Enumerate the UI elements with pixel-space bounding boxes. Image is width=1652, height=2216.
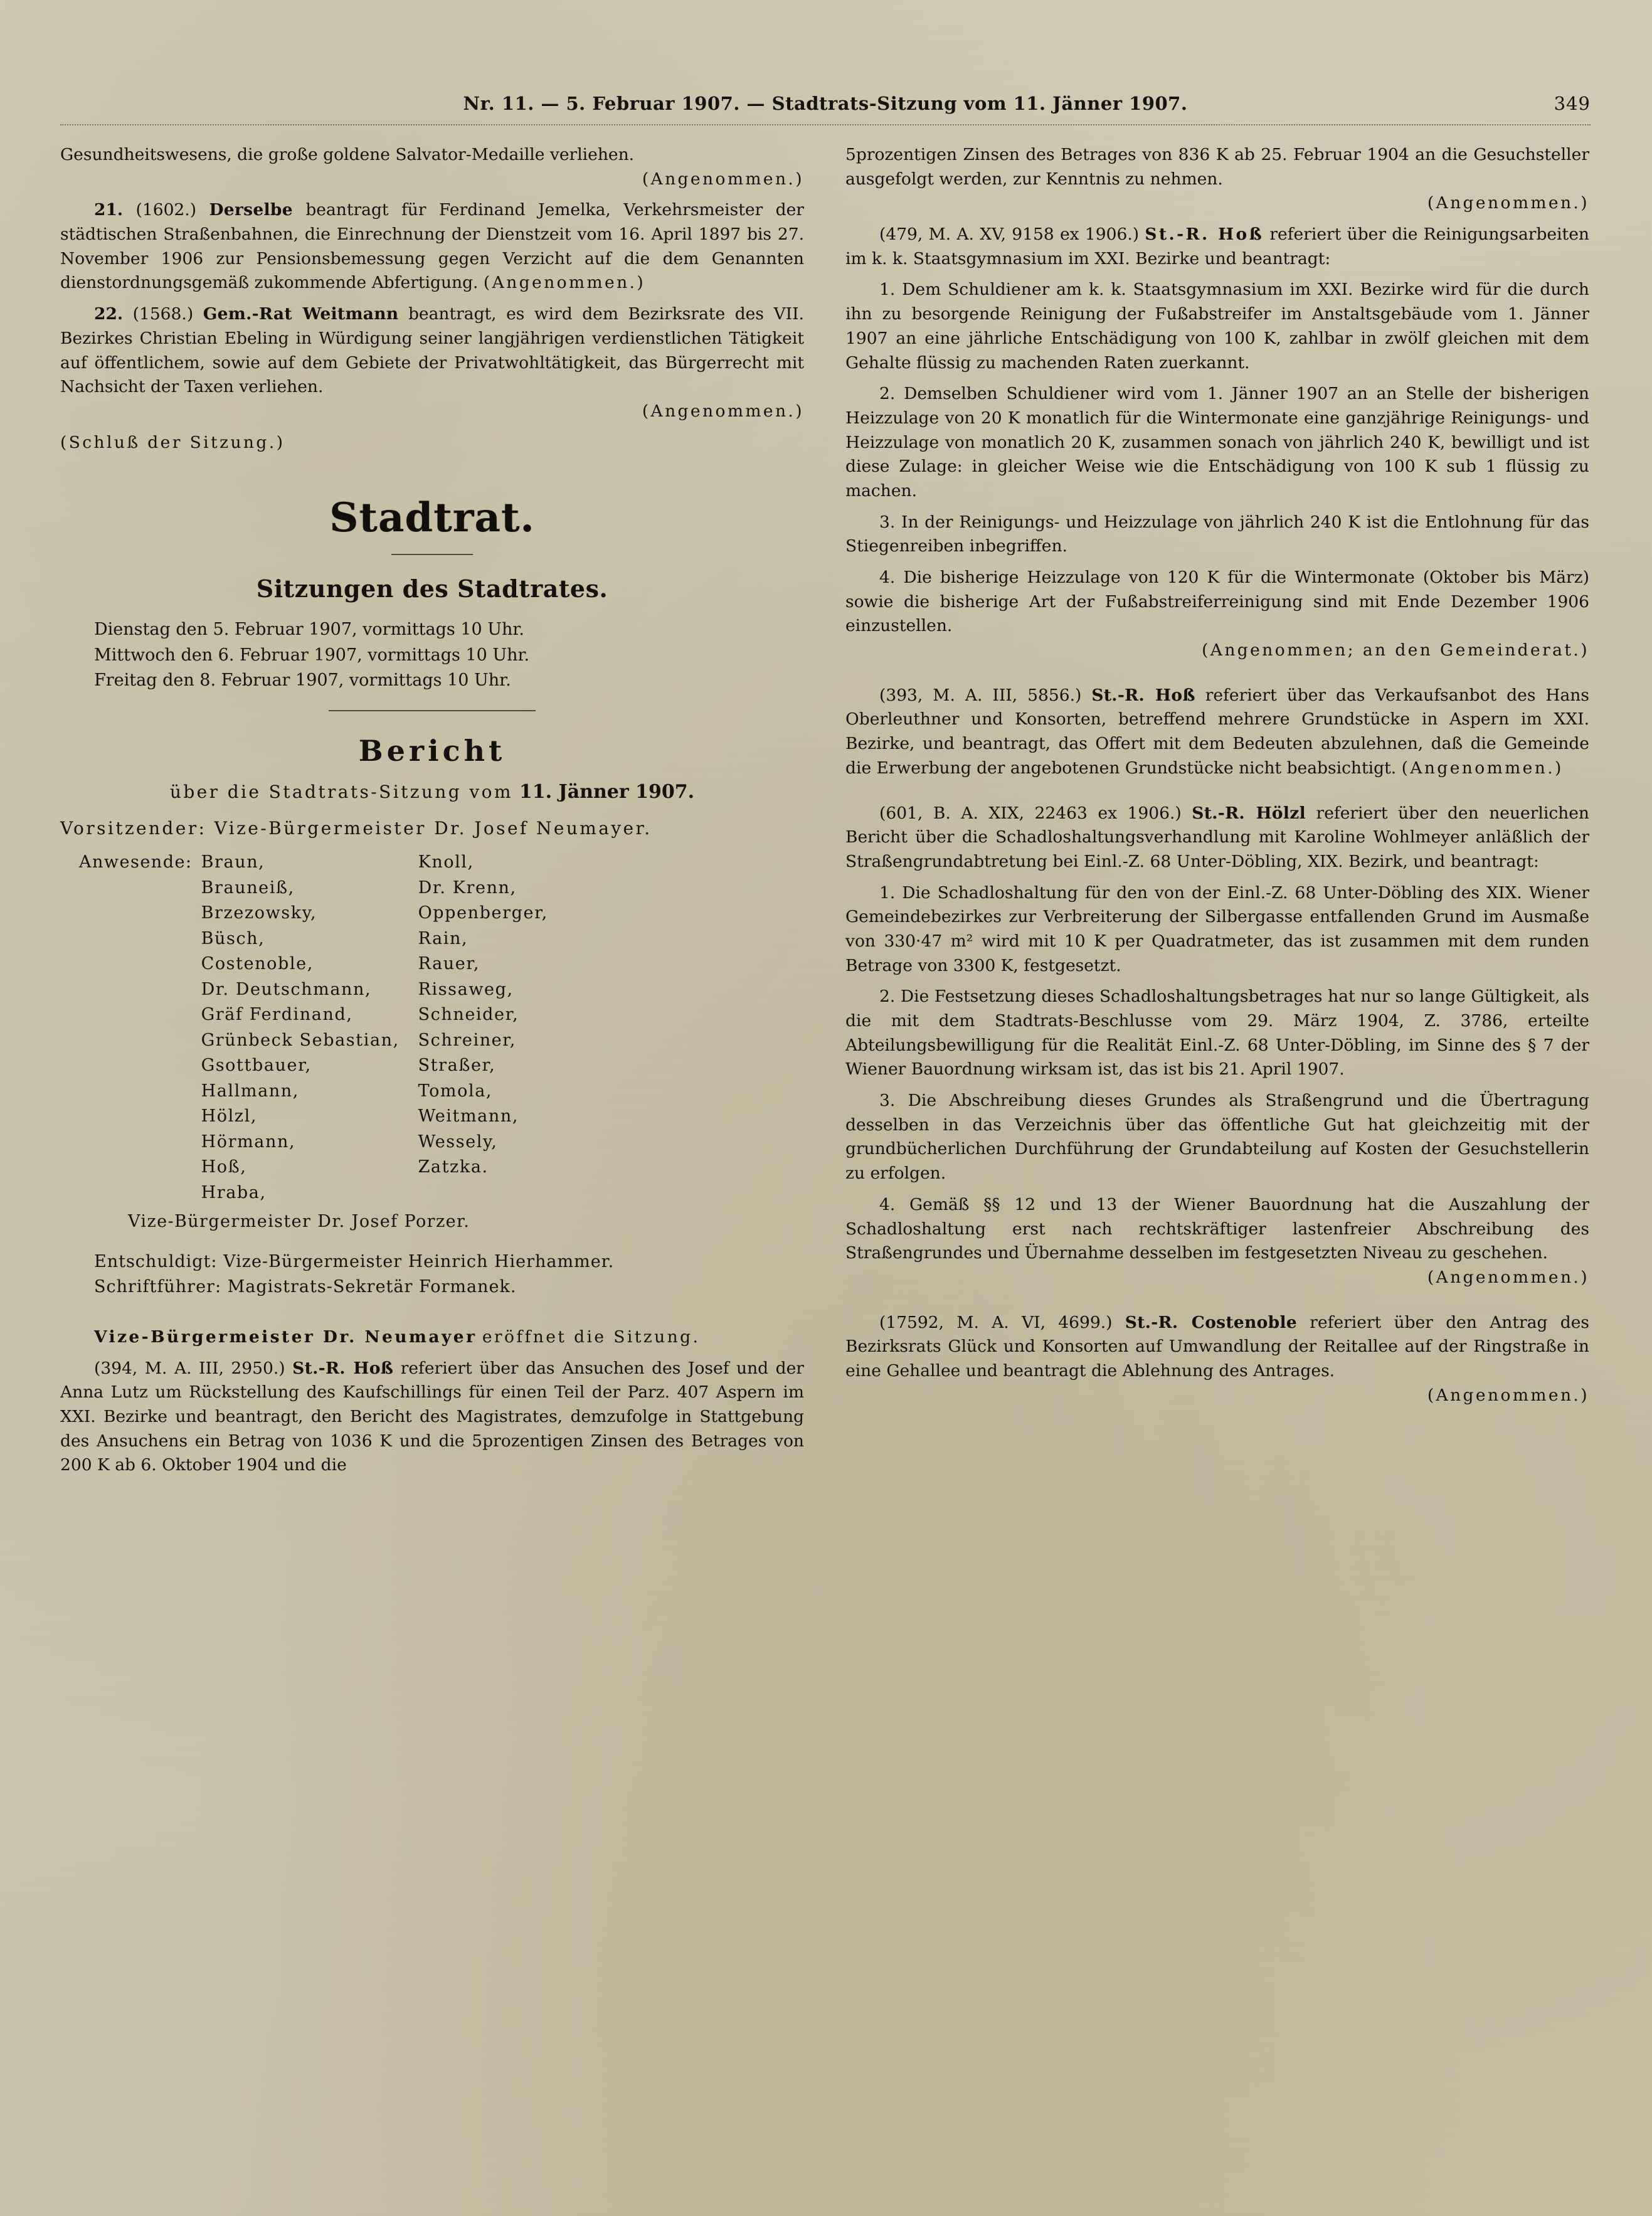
item-speaker: St.-R. Costenoble [1125, 1312, 1297, 1332]
agenda-item-17592: (17592, M. A. VI, 4699.) St.-R. Costenoble referiert über den Antrag des Bezirksrats Glück und Konsorten auf Umwandlung der Reitallee auf der Ringstraße in eine Gehallee und beantragt die Ablehnung des Antrages. (Angenommen.) [845, 1311, 1589, 1408]
item-reference: (1602.) [135, 200, 197, 220]
list-item: Hoß, [201, 1157, 247, 1177]
resolution-note: (Angenommen; an den Gemeinderat.) [1202, 640, 1589, 660]
item-number: 21. [94, 200, 124, 220]
attendees-last-line: Vize-Bürgermeister Dr. Josef Porzer. [128, 1212, 470, 1232]
item-speaker: St.-R. Hoß [1145, 225, 1264, 245]
secretary-line: Schriftführer: Magistrats-Sekretär Formanek. [94, 1277, 517, 1297]
item-reference: (394, M. A. III, 2950.) [94, 1358, 285, 1378]
list-item: Hörmann, [201, 1132, 296, 1152]
list-item: Wessely, [418, 1132, 498, 1152]
list-item: Dr. Deutschmann, [201, 979, 372, 999]
item-21: 21. (1602.) Derselbe beantragt für Ferdinand Jemelka, Verkehrsmeister der städtischen Straßenbahnen, die Einrechnung der Dienstzeit vom 16. April 1897 bis 27. November 1906 zur Pensionsbemessung gegen Verzicht auf die dem Genannten dienstordnungsgemäß zukommende Abfertigung. (Angenommen.) [60, 200, 804, 293]
agenda-item-394: (394, M. A. III, 2950.) St.-R. Hoß referiert über das Ansuchen des Josef und der Anna Lutz um Rückstellung des Kaufschillings für einen Teil der Parz. 407 Aspern im XXI. Bezirke und beantragt, den Bericht des Magistrates, demzufolge in Stattgebung des Ansuchens ein Betrag von 1036 K und die 5prozentigen Zinsen des Betrages von 200 K ab 6. Oktober 1904 und die [60, 1358, 804, 1475]
list-item: Freitag den 8. Februar 1907, vormittags 10 Uhr. [94, 671, 511, 691]
list-item: Zatzka. [418, 1157, 489, 1177]
report-heading: Bericht [358, 733, 506, 768]
list-item: Hraba, [201, 1182, 267, 1202]
list-item: Straßer, [418, 1056, 496, 1076]
item-reference: (601, B. A. XIX, 22463 ex 1906.) [879, 803, 1182, 823]
list-item: Knoll, [418, 852, 474, 872]
excused-line: Entschuldigt: Vize-Bürgermeister Heinrich Hierhammer. [94, 1251, 615, 1271]
resolution-point-3: 3. In der Reinigungs- und Heizzulage von jährlich 240 K ist die Entlohnung für das Stiegenreiben inbegriffen. [845, 512, 1589, 556]
right-column [845, 143, 1589, 2158]
resolution-point-1: 1. Die Schadloshaltung für den von der Einl.-Z. 68 Unter-Döbling des XIX. Wiener Gemeindebezirkes zur Verbreiterung der Silbergasse entfallenden Grund im Ausmaße von 330·47 m² wird mit 10 K per Quadratmeter, das ist zusammen mit dem runden Betrage von 3300 K, festgesetzt. [845, 883, 1589, 975]
attendees-columns [201, 850, 804, 1206]
agenda-item-479: (479, M. A. XV, 9158 ex 1906.) St.-R. Hoß referiert über die Reinigungsarbeiten im k. k. Staatsgymnasium im XXI. Bezirke und beantragt: [845, 225, 1589, 268]
list-item: Rain, [418, 928, 469, 948]
list-item: Brauneiß, [201, 877, 295, 898]
item-reference: (17592, M. A. VI, 4699.) [879, 1312, 1113, 1332]
list-item: Gsottbauer, [201, 1056, 312, 1076]
list-item: Rissaweg, [418, 979, 514, 999]
list-item: Costenoble, [201, 954, 314, 974]
list-item: Mittwoch den 6. Februar 1907, vormittags 10 Uhr. [94, 645, 530, 665]
list-item: Braun, [201, 852, 265, 872]
section-title-stadtrat: Stadtrat. [329, 494, 535, 542]
list-item: Büsch, [201, 928, 265, 948]
list-item: Hölzl, [201, 1106, 258, 1127]
list-item: Dienstag den 5. Februar 1907, vormittags 10 Uhr. [94, 620, 524, 640]
header-divider [60, 124, 1591, 125]
attendees-column-2 [418, 850, 625, 1206]
resolution-note: (Angenommen.) [1427, 193, 1589, 213]
item-speaker: Derselbe [209, 200, 293, 220]
report-subheading: über die Stadtrats-Sitzung vom 11. Jänner 1907. [169, 780, 695, 803]
paragraph-continued: Gesundheitswesens, die große goldene Salvator-Medaille verliehen. (Angenommen.) [60, 143, 804, 191]
two-column-body [60, 143, 1591, 2158]
list-item: Brzezowsky, [201, 903, 317, 923]
list-item: Schreiner, [418, 1030, 516, 1050]
attendees-label: Anwesende: [79, 852, 193, 872]
list-item: Rauer, [418, 954, 480, 974]
resolution-point-2: 2. Die Festsetzung dieses Schadloshaltungsbetrages hat nur so lange Gültigkeit, als die mit dem Stadtrats-Beschlusse vom 29. März 1904, Z. 3786, erteilte Abteilungsbewilligung für die Realität Einl.-Z. 68 Unter-Döbling, im Sinne des § 7 der Wiener Bauordnung wirksam ist, das ist bis 21. April 1907. [845, 987, 1589, 1079]
item-speaker: St.-R. Hölzl [1192, 803, 1306, 823]
resolution-point-4: 4. Die bisherige Heizzulage von 120 K für die Wintermonate (Oktober bis März) sowie die bisherige Art der Fußabstreiferreinigung sind mit Ende Dezember 1906 einzustellen. (Angenommen; an den Gemeinderat.) [845, 566, 1589, 663]
item-number: 22. [94, 304, 124, 324]
resolution-point-3: 3. Die Abschreibung dieses Grundes als Straßengrund und die Übertragung desselben in das Verzeichnis über das öffentliche Gut hat gleichzeitig mit der grundbücherlichen Durchführung der Grundabteilung auf Kosten der Gesuchstellerin zu erfolgen. [845, 1091, 1589, 1184]
spacer [845, 788, 1589, 802]
page-content [60, 88, 1591, 2158]
item-speaker: St.-R. Hoß [1091, 685, 1195, 705]
item-speaker: St.-R. Hoß [292, 1358, 394, 1378]
list-item: Grünbeck Sebastian, [201, 1030, 400, 1050]
list-item: Weitmann, [418, 1106, 519, 1127]
resolution-note: (Angenommen.) [1427, 1385, 1589, 1405]
session-close: (Schluß der Sitzung.) [60, 432, 285, 452]
agenda-item-601: (601, B. A. XIX, 22463 ex 1906.) St.-R. Hölzl referiert über den neuerlichen Bericht über die Schadloshaltungsverhandlung mit Karoline Wohlmeyer anläßlich der Straßengrundabtretung bei Einl.-Z. 68 Unter-Döbling, XIX. Bezirk, und beantragt: [845, 803, 1589, 871]
running-head: Nr. 11. — 5. Februar 1907. — Stadtrats-Sitzung vom 11. Jänner 1907. [463, 93, 1188, 114]
session-list [60, 617, 804, 694]
chairman-line: Vorsitzender: Vize-Bürgermeister Dr. Josef Neumayer. [60, 817, 652, 839]
speaker-name: Vize-Bürgermeister Dr. Neumayer [94, 1327, 477, 1347]
attendees-block [60, 850, 804, 1206]
spacer [60, 1300, 804, 1325]
resolution-note: (Angenommen.) [483, 273, 646, 293]
spacer [845, 670, 1589, 684]
title-rule [391, 554, 473, 555]
agenda-item-393: (393, M. A. III, 5856.) St.-R. Hoß referiert über das Verkaufsanbot des Hans Oberleuthner und Konsorten, betreffend mehrere Grundstücke in Aspern im XXI. Bezirke, und beantragt, das Offert mit dem Bedeuten abzulehnen, daß die Gemeinde die Erwerbung der angebotenen Grundstücke nicht beabsichtigt. (Angenommen.) [845, 685, 1589, 778]
resolution-note: (Angenommen.) [1427, 1267, 1589, 1287]
list-item: Schneider, [418, 1005, 519, 1025]
list-item: Hallmann, [201, 1081, 299, 1101]
spacer [845, 1297, 1589, 1311]
resolution-note: (Angenommen.) [642, 401, 804, 421]
opening-paragraph: Vize-Bürgermeister Dr. Neumayer eröffnet die Sitzung. [94, 1327, 701, 1347]
left-column [60, 143, 804, 2158]
item-reference: (479, M. A. XV, 9158 ex 1906.) [879, 225, 1140, 245]
list-item: Oppenberger, [418, 903, 548, 923]
list-item: Tomola, [418, 1081, 493, 1101]
item-reference: (1568.) [132, 304, 194, 324]
resolution-note: (Angenommen.) [642, 169, 804, 189]
list-item: Dr. Krenn, [418, 877, 517, 898]
resolution-point-1: 1. Dem Schuldiener am k. k. Staatsgymnasium im XXI. Bezirke wird für die durch ihn zu besorgende Reinigung der Fußabstreifer im Anstaltsgebäude vom 1. Jänner 1907 an eine jährliche Entschädigung von 100 K, zahlbar in zwölf gleichen mit dem Gehalte flüssig zu machenden Raten zuerkannt. [845, 280, 1589, 373]
paragraph-continued: 5prozentigen Zinsen des Betrages von 836 K ab 25. Februar 1904 an die Gesuchsteller ausgefolgt werden, zur Kenntnis zu nehmen. (Angenommen.) [845, 143, 1589, 216]
list-item: Gräf Ferdinand, [201, 1005, 353, 1025]
item-22: 22. (1568.) Gem.-Rat Weitmann beantragt, es wird dem Bezirksrate des VII. Bezirkes Christian Ebeling in Würdigung seiner langjährigen verdienstlichen Tätigkeit auf öffentlichem, sowie auf dem Gebiete der Privatwohltätigkeit, das Bürgerrecht mit Nachsicht der Taxen verliehen. (Angenommen.) [60, 302, 804, 423]
page-header [60, 88, 1591, 128]
resolution-point-4: 4. Gemäß §§ 12 und 13 der Wiener Bauordnung hat die Auszahlung der Schadloshaltung erst nach rechtskräftiger lastenfreier Abschreibung des Straßengrundes und Übernahme desselben im festgesetzten Niveau zu geschehen. (Angenommen.) [845, 1193, 1589, 1290]
section-rule [329, 710, 536, 711]
resolution-note: (Angenommen.) [1401, 758, 1564, 778]
attendees-column-1 [201, 850, 408, 1206]
item-speaker: Gem.-Rat Weitmann [203, 304, 399, 324]
item-reference: (393, M. A. III, 5856.) [879, 685, 1082, 705]
page-number: 349 [1554, 93, 1591, 114]
subsection-title-sitzungen: Sitzungen des Stadtrates. [256, 574, 608, 603]
resolution-point-2: 2. Demselben Schuldiener wird vom 1. Jänner 1907 an an Stelle der bisherigen Heizzulage von 20 K monatlich für die Wintermonate eine ganzjährige Reinigungs- und Heizzulage von monatlich 20 K, zusammen sonach von jährlich 240 K, bewilligt und ist diese Zulage: in gleicher Weise wie die Entschädigung von 100 K sub 1 flüssig zu machen. [845, 384, 1589, 501]
